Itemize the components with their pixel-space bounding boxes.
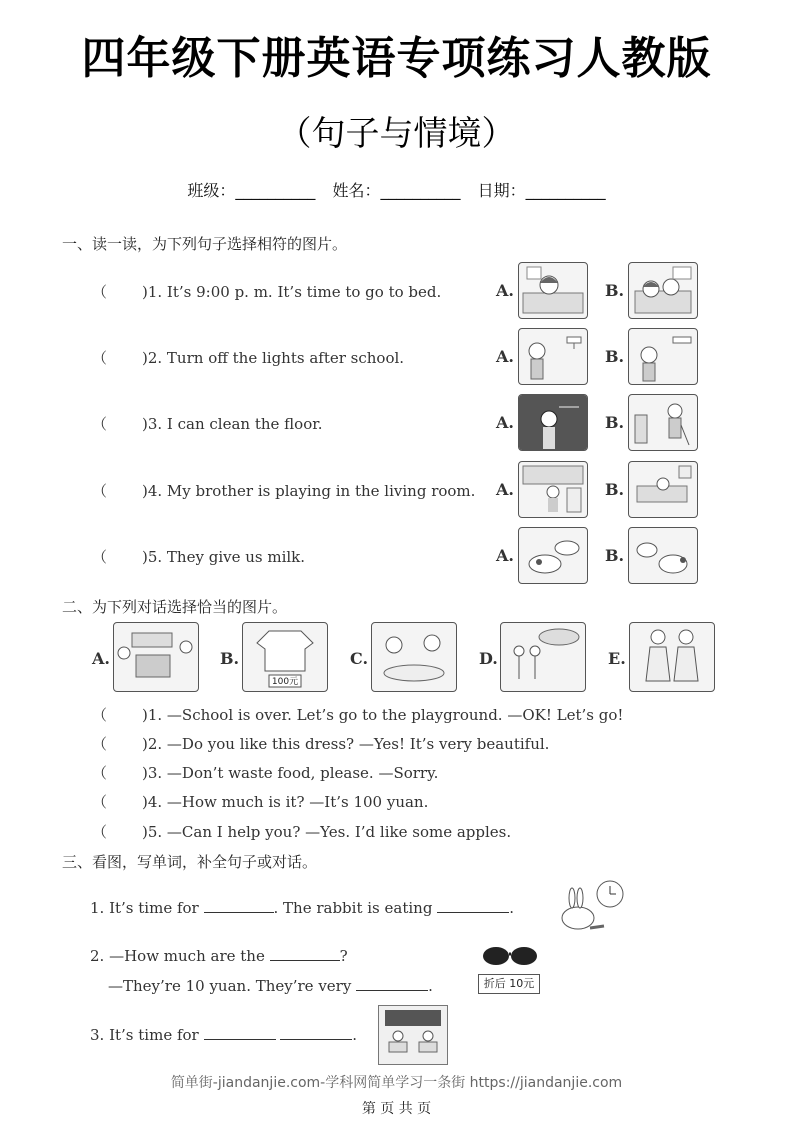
footer-page-number: 第 页 共 页 [361, 1101, 432, 1117]
s3-question-3: 3. It’s time for . [90, 1026, 358, 1044]
name-field[interactable]: 姓名：__________ [332, 181, 461, 200]
s2-option-c-label: C. [350, 649, 369, 668]
s1-q3-picture-b [628, 394, 698, 451]
date-field[interactable]: 日期：__________ [477, 181, 606, 200]
s3-question-2a: 2. —How much are the ? [90, 947, 348, 965]
s1-question-3: （ )3. I can clean the floor. [92, 415, 323, 433]
s2-option-a-label: A. [92, 649, 110, 668]
s2-price-tag: 100元 [271, 677, 299, 687]
student-info [0, 178, 793, 201]
s1-q5-picture-b [628, 527, 698, 584]
s2-picture-a [113, 622, 199, 692]
s2-question-2: （ )2. —Do you like this dress? —Yes! It’s very beautiful. [92, 735, 550, 753]
s3-discount-tag: 折后 10元 [478, 974, 540, 994]
s1-q2-picture-a [518, 328, 588, 385]
s3-q3-blank-2[interactable] [280, 1025, 352, 1040]
section2-heading: 二、为下列对话选择恰当的图片。 [62, 598, 288, 616]
s1-q4-picture-b [628, 461, 698, 518]
s3-q1-blank-1[interactable] [204, 898, 274, 913]
s1-q4-option-b: B. [605, 480, 625, 499]
s1-q4-picture-a [518, 461, 588, 518]
s1-q5-option-b: B. [605, 546, 625, 565]
s3-q3-picture [378, 1005, 448, 1065]
s3-q1-blank-2[interactable] [437, 898, 509, 913]
s1-question-1: （ )1. It’s 9:00 p. m. It’s time to go to bed. [92, 283, 442, 301]
s1-q1-picture-a [518, 262, 588, 319]
page-subtitle: （句子与情境） [277, 114, 516, 154]
sunglasses-icon [480, 944, 540, 968]
s2-option-b-label: B. [220, 649, 240, 668]
s1-question-4: （ )4. My brother is playing in the living room. [92, 482, 476, 500]
class-field[interactable]: 班级：__________ [187, 181, 316, 200]
s1-q2-option-b: B. [605, 347, 625, 366]
section1-heading: 一、读一读，为下列句子选择相符的图片。 [62, 235, 348, 253]
s1-q5-picture-a [518, 527, 588, 584]
s2-picture-c [371, 622, 457, 692]
s1-q1-picture-b [628, 262, 698, 319]
s1-q3-picture-a [518, 394, 588, 451]
s2-question-4: （ )4. —How much is it? —It’s 100 yuan. [92, 793, 429, 811]
s3-q1-picture [552, 878, 626, 936]
s3-question-2b: —They’re 10 yuan. They’re very . [108, 977, 433, 995]
s1-q2-picture-b [628, 328, 698, 385]
s3-question-1: 1. It’s time for . The rabbit is eating . [90, 899, 514, 917]
s1-q1-option-b: B. [605, 281, 625, 300]
s1-q3-option-b: B. [605, 413, 625, 432]
s2-picture-e [629, 622, 715, 692]
s1-q3-option-a: A. [496, 413, 514, 432]
s1-q2-option-a: A. [496, 347, 514, 366]
footer-site: 简单街-jiandanjie.com-学科网简单学习一条街 https://jiandanjie.com [170, 1075, 623, 1091]
s3-q2-blank-1[interactable] [270, 946, 340, 961]
s2-question-1: （ )1. —School is over. Let’s go to the playground. —OK! Let’s go! [92, 706, 624, 724]
s2-option-d-label: D. [479, 649, 498, 668]
s1-q4-option-a: A. [496, 480, 514, 499]
s2-option-e-label: E. [608, 649, 626, 668]
s1-q5-option-a: A. [496, 546, 514, 565]
section3-heading: 三、看图，写单词，补全句子或对话。 [62, 853, 318, 871]
s2-question-3: （ )3. —Don’t waste food, please. —Sorry. [92, 764, 439, 782]
s3-q3-blank-1[interactable] [204, 1025, 276, 1040]
s3-q2-blank-2[interactable] [356, 976, 428, 991]
s2-question-5: （ )5. —Can I help you? —Yes. I’d like some apples. [92, 823, 512, 841]
s2-picture-d [500, 622, 586, 692]
s2-picture-b [242, 622, 328, 692]
s1-q1-option-a: A. [496, 281, 514, 300]
page-title: 四年级下册英语专项练习人教版 [81, 33, 712, 84]
s1-question-2: （ )2. Turn off the lights after school. [92, 349, 405, 367]
s1-question-5: （ )5. They give us milk. [92, 548, 306, 566]
